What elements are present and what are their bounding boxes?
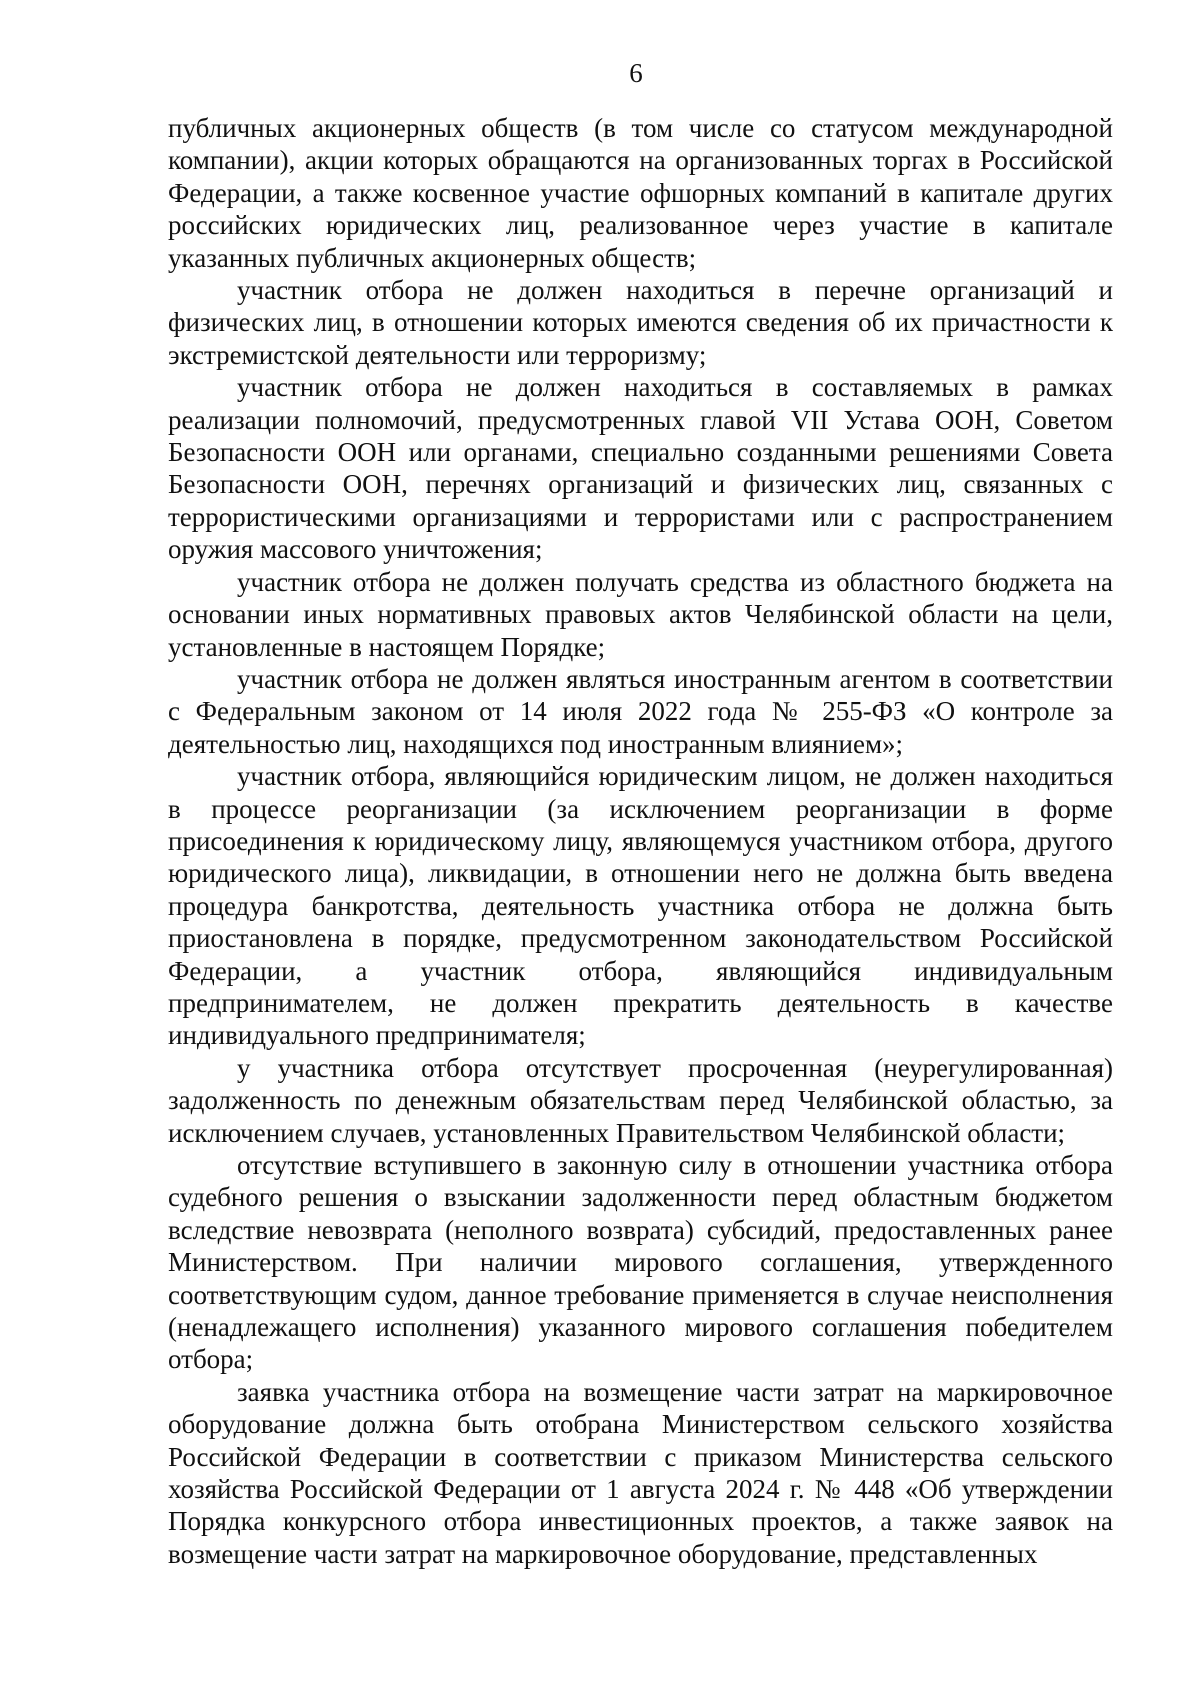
page-number: 6 bbox=[629, 58, 643, 88]
paragraph-no-court-decision: отсутствие вступившего в законную силу в отношении участника отбора судебного решения о взыскании задолженности перед областным бюджетом вследствие невозврата (неполного возврата) субсидий, предоставленных ранее Министерством. При наличии мирового соглашения, утвержденного соответствующим судом, данное требование применяется в случае неисполнения (ненадлежащего исполнения) указанного мирового соглашения победителем отбора; bbox=[168, 1150, 1113, 1375]
paragraph-application-selection: заявка участника отбора на возмещение части затрат на маркировочное оборудование должна быть отобрана Министерством сельского хозяйства Российской Федерации в соответствии с приказом Министерства сельского хозяйства Российской Федерации от 1 августа 2024 г. № 448 «Об утверждении Порядка конкурсного отбора инвестиционных проектов, а также заявок на возмещение части затрат на маркировочное оборудование, представленных bbox=[168, 1376, 1113, 1569]
paragraph-not-foreign-agent: участник отбора не должен являться иностранным агентом в соответствии с Федеральным законом от 14 июля 2022 года № 255-ФЗ «О контроле за деятельностью лиц, находящихся под иностранным влиянием»; bbox=[168, 663, 1113, 759]
paragraph-shareholding-continuation: публичных акционерных обществ (в том числе со статусом международной компании), акции которых обращаются на организованных торгах в Российской Федерации, а также косвенное участие офшорных компаний в капитале других российских юридических лиц, реализованное через участие в капитале указанных публичных акционерных обществ; bbox=[168, 113, 1113, 273]
document-body bbox=[168, 112, 1113, 1570]
paragraph-no-overdue-debt: у участника отбора отсутствует просроченная (неурегулированная) задолженность по денежным обязательствам перед Челябинской областью, за исключением случаев, установленных Правительством Челябинской области; bbox=[168, 1052, 1113, 1148]
paragraph-un-sanctions-list: участник отбора не должен находиться в составляемых в рамках реализации полномочий, предусмотренных главой VII Устава ООН, Советом Безопасности ООН или органами, специально созданными решениями Совета Безопасности ООН, перечнях организаций и физических лиц, связанных с террористическими организациями и террористами или с распространением оружия массового уничтожения; bbox=[168, 372, 1113, 565]
paragraph-extremism-list: участник отбора не должен находиться в перечне организаций и физических лиц, в отношении которых имеются сведения об их причастности к экстремистской деятельности или терроризму; bbox=[168, 275, 1113, 370]
paragraph-no-reorganization: участник отбора, являющийся юридическим лицом, не должен находиться в процессе реорганизации (за исключением реорганизации в форме присоединения к юридическому лицу, являющемуся участником отбора, другого юридического лица), ликвидации, в отношении него не должна быть введена процедура банкротства, деятельность участника отбора не должна быть приостановлена в порядке, предусмотренном законодательством Российской Федерации, а участник отбора, являющийся индивидуальным предпринимателем, не должен прекратить деятельность в качестве индивидуального предпринимателя; bbox=[168, 761, 1113, 1051]
paragraph-no-other-budget-funds: участник отбора не должен получать средства из областного бюджета на основании иных нормативных правовых актов Челябинской области на цели, установленные в настоящем Порядке; bbox=[168, 566, 1113, 662]
